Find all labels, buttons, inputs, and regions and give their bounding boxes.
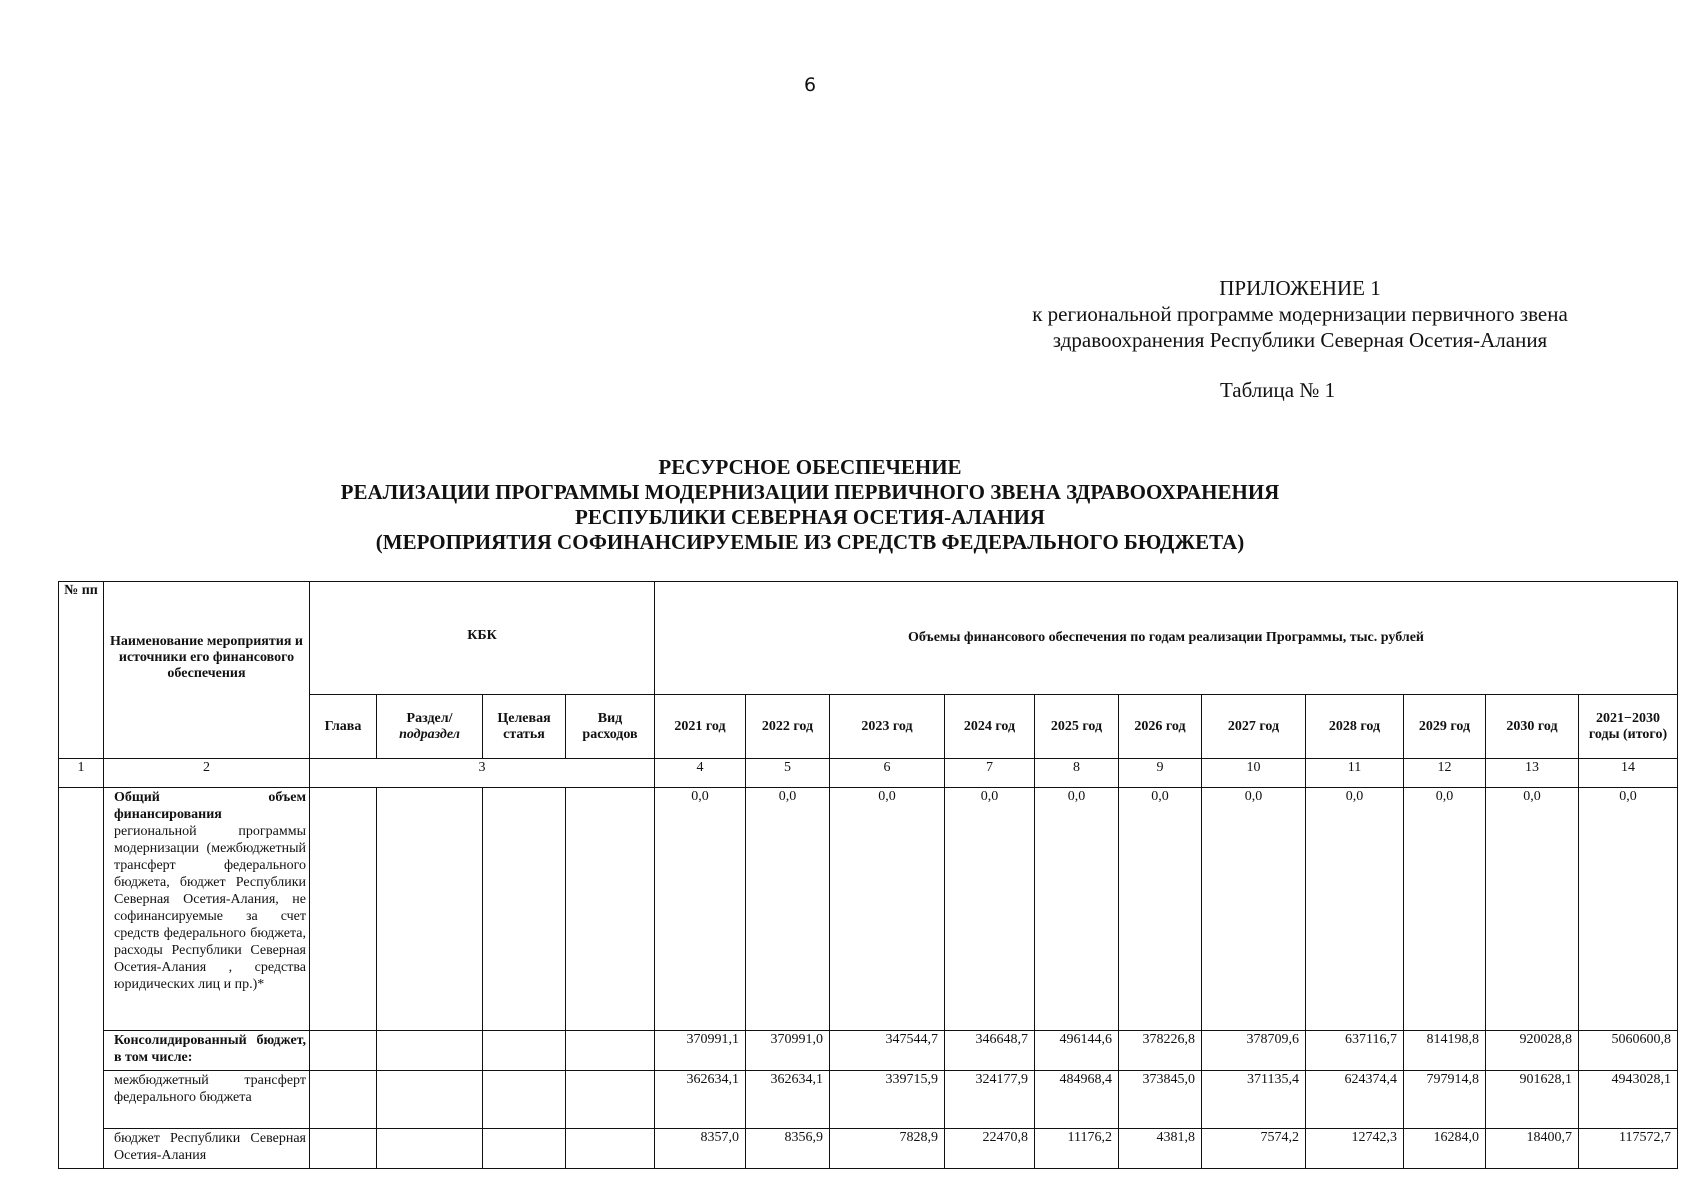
column-number: 9 — [1119, 759, 1202, 788]
header-year-2025: 2025 год — [1035, 695, 1119, 759]
title-line-1: РЕСУРСНОЕ ОБЕСПЕЧЕНИЕ — [658, 455, 962, 479]
header-volumes: Объемы финансового обеспечения по годам реализации Программы, тыс. рублей — [655, 582, 1678, 695]
value-cell: 0,0 — [1035, 788, 1119, 1031]
value-cell: 339715,9 — [830, 1071, 945, 1129]
kbk-celevaya-cell — [483, 1031, 566, 1071]
kbk-celevaya-cell — [483, 788, 566, 1031]
header-podrazdel-label: подраздел — [399, 726, 460, 742]
value-cell: 7574,2 — [1202, 1129, 1306, 1169]
kbk-razdel-cell — [377, 1031, 483, 1071]
kbk-celevaya-cell — [483, 1071, 566, 1129]
value-cell: 347544,7 — [830, 1031, 945, 1071]
value-cell: 370991,1 — [655, 1031, 746, 1071]
row-name-total-financing — [104, 788, 310, 1031]
kbk-glava-cell — [310, 1071, 377, 1129]
column-number: 10 — [1202, 759, 1306, 788]
row-name-text: региональной программы модернизации (межбюджетный трансферт федерального бюджета, бюджет Республики Северная Осетия-Алания, не софинансируемые за счет средств федерального бюджета, расходы Республики Северная Осетия-Алания , средства юридических лиц и пр.)* — [114, 824, 306, 992]
column-number-row — [59, 759, 1678, 788]
value-cell: 346648,7 — [945, 1031, 1035, 1071]
document-title — [0, 455, 1620, 555]
value-cell: 378226,8 — [1119, 1031, 1202, 1071]
header-num: № пп — [59, 582, 104, 759]
header-year-2024: 2024 год — [945, 695, 1035, 759]
value-cell: 22470,8 — [945, 1129, 1035, 1169]
title-line-4: (МЕРОПРИЯТИЯ СОФИНАНСИРУЕМЫЕ ИЗ СРЕДСТВ ФЕДЕРАЛЬНОГО БЮДЖЕТА) — [375, 530, 1245, 554]
value-cell: 362634,1 — [655, 1071, 746, 1129]
column-number: 1 — [59, 759, 104, 788]
value-cell: 0,0 — [830, 788, 945, 1031]
value-cell: 0,0 — [945, 788, 1035, 1031]
value-cell: 814198,8 — [1404, 1031, 1486, 1071]
row-name-republic-budget: бюджет Республики Северная Осетия-Алания — [104, 1129, 310, 1169]
table-row — [59, 1031, 1678, 1071]
column-number: 5 — [746, 759, 830, 788]
value-cell: 920028,8 — [1486, 1031, 1579, 1071]
value-cell: 324177,9 — [945, 1071, 1035, 1129]
appendix-line-1: ПРИЛОЖЕНИЕ 1 — [1219, 276, 1381, 300]
kbk-vid-cell — [566, 788, 655, 1031]
value-cell: 4943028,1 — [1579, 1071, 1678, 1129]
header-year-2022: 2022 год — [746, 695, 830, 759]
value-cell: 0,0 — [1202, 788, 1306, 1031]
value-cell: 0,0 — [655, 788, 746, 1031]
table-row — [59, 788, 1678, 1031]
value-cell: 901628,1 — [1486, 1071, 1579, 1129]
appendix-line-3: здравоохранения Республики Северная Осетия-Алания — [1052, 328, 1548, 352]
value-cell: 8356,9 — [746, 1129, 830, 1169]
header-year-2021: 2021 год — [655, 695, 746, 759]
appendix-line-2: к региональной программе модернизации первичного звена — [1032, 302, 1568, 326]
value-cell: 0,0 — [1486, 788, 1579, 1031]
value-cell: 0,0 — [1404, 788, 1486, 1031]
header-years-total: 2021−2030 годы (итого) — [1579, 695, 1678, 759]
value-cell: 18400,7 — [1486, 1129, 1579, 1169]
header-year-2027: 2027 год — [1202, 695, 1306, 759]
column-number: 8 — [1035, 759, 1119, 788]
value-cell: 624374,4 — [1306, 1071, 1404, 1129]
header-year-2029: 2029 год — [1404, 695, 1486, 759]
column-number: 12 — [1404, 759, 1486, 788]
page-number: 6 — [803, 74, 817, 96]
value-cell: 373845,0 — [1119, 1071, 1202, 1129]
table-label: Таблица № 1 — [1220, 378, 1336, 402]
appendix-heading — [940, 275, 1660, 353]
kbk-razdel-cell — [377, 788, 483, 1031]
row-name-federal-transfer: межбюджетный трансферт федерального бюджета — [104, 1071, 310, 1129]
value-cell: 370991,0 — [746, 1031, 830, 1071]
value-cell: 637116,7 — [1306, 1031, 1404, 1071]
column-number: 11 — [1306, 759, 1404, 788]
value-cell: 117572,7 — [1579, 1129, 1678, 1169]
value-cell: 371135,4 — [1202, 1071, 1306, 1129]
value-cell: 0,0 — [1119, 788, 1202, 1031]
value-cell: 5060600,8 — [1579, 1031, 1678, 1071]
value-cell: 797914,8 — [1404, 1071, 1486, 1129]
value-cell: 496144,6 — [1035, 1031, 1119, 1071]
row-name-bold: Общий объем финансирования — [114, 790, 306, 822]
header-kbk: КБК — [310, 582, 655, 695]
title-line-3: РЕСПУБЛИКИ СЕВЕРНАЯ ОСЕТИЯ-АЛАНИЯ — [575, 505, 1045, 529]
header-year-2026: 2026 год — [1119, 695, 1202, 759]
kbk-glava-cell — [310, 1129, 377, 1169]
column-number: 4 — [655, 759, 746, 788]
kbk-celevaya-cell — [483, 1129, 566, 1169]
value-cell: 0,0 — [1579, 788, 1678, 1031]
header-name: Наименование мероприятия и источники его финансового обеспечения — [104, 582, 310, 759]
header-celevaya: Целевая статья — [483, 695, 566, 759]
kbk-vid-cell — [566, 1129, 655, 1169]
value-cell: 8357,0 — [655, 1129, 746, 1169]
kbk-razdel-cell — [377, 1071, 483, 1129]
header-year-2028: 2028 год — [1306, 695, 1404, 759]
value-cell: 0,0 — [1306, 788, 1404, 1031]
kbk-glava-cell — [310, 788, 377, 1031]
value-cell: 362634,1 — [746, 1071, 830, 1129]
value-cell: 484968,4 — [1035, 1071, 1119, 1129]
value-cell: 4381,8 — [1119, 1129, 1202, 1169]
kbk-razdel-cell — [377, 1129, 483, 1169]
column-number: 7 — [945, 759, 1035, 788]
column-number: 6 — [830, 759, 945, 788]
column-number: 13 — [1486, 759, 1579, 788]
column-number: 14 — [1579, 759, 1678, 788]
row-number-cell — [59, 788, 104, 1169]
header-vid: Вид расходов — [566, 695, 655, 759]
value-cell: 7828,9 — [830, 1129, 945, 1169]
header-year-2030: 2030 год — [1486, 695, 1579, 759]
resource-table — [58, 581, 1678, 1169]
kbk-vid-cell — [566, 1031, 655, 1071]
value-cell: 378709,6 — [1202, 1031, 1306, 1071]
kbk-vid-cell — [566, 1071, 655, 1129]
table-row — [59, 1129, 1678, 1169]
column-number: 3 — [310, 759, 655, 788]
header-razdel-label: Раздел/ — [406, 710, 453, 726]
header-year-2023: 2023 год — [830, 695, 945, 759]
value-cell: 0,0 — [746, 788, 830, 1031]
value-cell: 11176,2 — [1035, 1129, 1119, 1169]
header-razdel — [377, 695, 483, 759]
kbk-glava-cell — [310, 1031, 377, 1071]
title-line-2: РЕАЛИЗАЦИИ ПРОГРАММЫ МОДЕРНИЗАЦИИ ПЕРВИЧНОГО ЗВЕНА ЗДРАВООХРАНЕНИЯ — [340, 480, 1280, 504]
table-row — [59, 1071, 1678, 1129]
column-number: 2 — [104, 759, 310, 788]
row-name-consolidated-budget: Консолидированный бюджет, в том числе: — [104, 1031, 310, 1071]
header-glava: Глава — [310, 695, 377, 759]
value-cell: 12742,3 — [1306, 1129, 1404, 1169]
value-cell: 16284,0 — [1404, 1129, 1486, 1169]
